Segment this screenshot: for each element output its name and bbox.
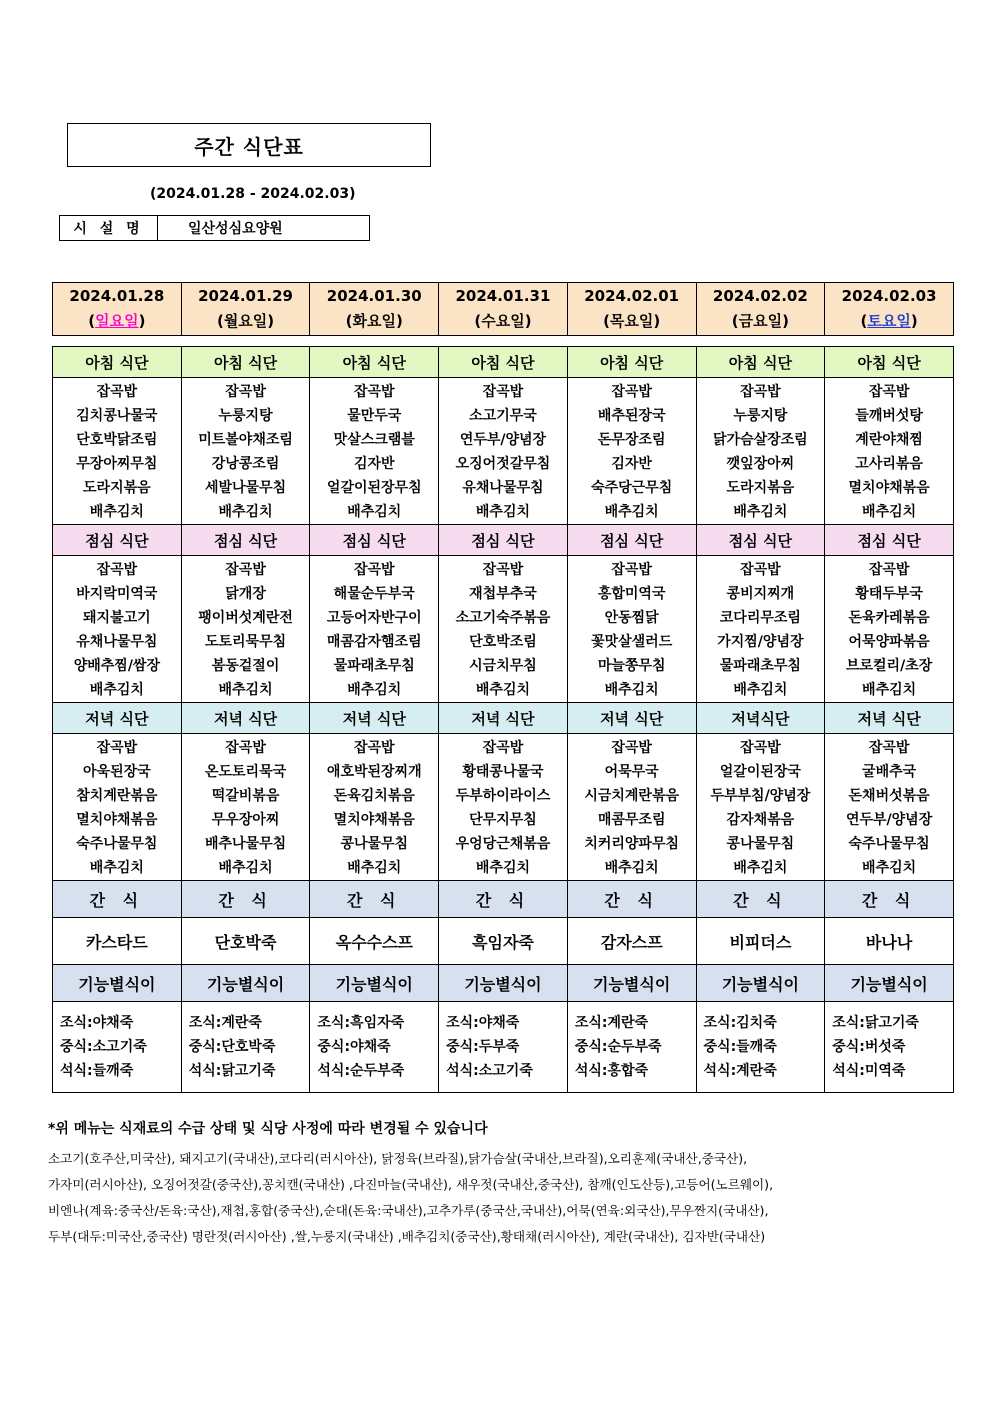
menu-item: 도토리묵무침 [204,634,287,650]
page-title: 주간 식단표 [67,123,431,167]
menu-item: 잡곡밥 [96,384,138,400]
menu-item: 닭개장 [225,586,266,602]
lunch-header: 점심 식단 [181,525,310,556]
lunch-menu-cell [310,556,439,703]
menu-item: 해물순두부국 [333,586,415,602]
menu-item: 배추김치 [89,504,144,520]
lunch-menu-cell [825,556,954,703]
day-date: 2024.02.01 [584,287,680,305]
menu-item: 물파래초무침 [333,658,415,674]
weekday-name: 일요일 [95,312,139,330]
lunch-menu-cell [439,556,568,703]
weekday-name: 토요일 [867,312,911,330]
weekday-name: 화요일 [352,312,396,330]
menu-item: 배추김치 [218,860,273,876]
snack-item: 흑임자죽 [439,918,568,965]
menu-item: 돼지불고기 [83,610,151,626]
dinner-header: 저녁 식단 [310,703,439,734]
weekday-name: 금요일 [738,312,783,330]
menu-item: 팽이버섯계란전 [198,610,293,626]
menu-item: 돈육카레볶음 [848,610,930,626]
menu-item: 감자채볶음 [726,812,795,828]
menu-item: 코다리무조림 [719,610,801,626]
menu-item: 잡곡밥 [353,740,395,756]
menu-item: 도라지볶음 [83,480,151,496]
functional-diet-item: 석식:닭고기죽 [188,1063,276,1079]
day-weekday: (토요일) [860,312,918,330]
menu-item: 배추김치 [347,860,402,876]
day-date: 2024.01.29 [198,287,293,305]
menu-item: 잡곡밥 [353,562,395,578]
menu-item: 잡곡밥 [225,384,266,400]
day-header [825,283,954,336]
functional-diet-header: 기능별식이 [53,965,182,1002]
breakfast-menu-cell [181,378,310,525]
facility-box [59,215,370,241]
facility-label: 시 설 명 [60,216,158,240]
menu-item: 배추김치 [862,860,917,876]
snack-header: 간 식 [181,881,310,918]
functional-diet-item: 조식:닭고기죽 [832,1015,919,1031]
menu-item: 어묵무국 [604,764,659,780]
weekday-name: 월요일 [223,312,268,330]
functional-diet-item: 조식:흑임자죽 [317,1015,405,1031]
menu-item: 물만두국 [347,408,402,424]
menu-item: 단무지무침 [469,812,537,828]
day-date: 2024.02.02 [712,287,808,305]
menu-item: 누룽지탕 [733,408,788,424]
facility-name: 일산성심요양원 [188,221,283,237]
day-header [567,283,696,336]
menu-item: 소고기숙주볶음 [455,610,551,626]
dinner-header: 저녁 식단 [181,703,310,734]
menu-item: 잡곡밥 [868,384,910,400]
menu-item: 소고기무국 [469,408,537,424]
dinner-menu-cell [439,734,568,881]
menu-item: 콩비지찌개 [726,586,795,602]
functional-diet-cell [181,1002,310,1093]
breakfast-header: 아침 식단 [310,347,439,378]
day-header [181,283,310,336]
menu-item: 잡곡밥 [225,562,266,578]
menu-item: 봄동겉절이 [211,658,280,674]
menu-item: 깻잎장아찌 [726,456,795,472]
snack-item: 감자스프 [567,918,696,965]
menu-item: 두부부침/양념장 [710,788,811,804]
menu-item: 애호박된장찌개 [326,764,422,780]
breakfast-menu-cell [439,378,568,525]
breakfast-header: 아침 식단 [181,347,310,378]
menu-item: 바지락미역국 [76,586,158,602]
menu-item: 가지찜/양념장 [717,634,804,650]
menu-item: 잡곡밥 [740,740,781,756]
menu-item: 배추김치 [862,504,917,520]
menu-item: 온도토리묵국 [204,764,287,780]
menu-item: 어묵양파볶음 [848,634,930,650]
functional-diet-header: 기능별식이 [181,965,310,1002]
menu-item: 미트볼야채조림 [198,432,293,448]
menu-item: 얼갈이된장국 [719,764,801,780]
day-header [439,283,568,336]
functional-diet-item: 중식:단호박죽 [188,1039,276,1055]
menu-item: 닭가슴살장조림 [713,432,808,448]
day-weekday: (목요일) [603,312,661,330]
menu-item: 멸치야채볶음 [848,480,930,496]
dinner-menu-cell [181,734,310,881]
functional-diet-item: 중식:들깨죽 [703,1039,777,1055]
snack-item: 비피더스 [696,918,825,965]
breakfast-menu-cell [825,378,954,525]
menu-item: 숙주나물무침 [76,836,158,852]
menu-item: 배추김치 [347,504,402,520]
functional-diet-header: 기능별식이 [696,965,825,1002]
menu-item: 오징어젓갈무침 [455,456,551,472]
menu-item: 배추김치 [218,682,273,698]
menu-item: 얼갈이된장무침 [326,480,422,496]
menu-item: 배추김치 [475,504,531,520]
menu-item: 배추된장국 [597,408,666,424]
functional-diet-item: 석식:미역죽 [832,1063,906,1079]
menu-item: 시금치계란볶음 [584,788,679,804]
snack-header: 간 식 [825,881,954,918]
menu-item: 두부하이라이스 [455,788,551,804]
menu-item: 양배추찜/쌈장 [73,658,160,674]
functional-diet-cell [439,1002,568,1093]
menu-item: 배추김치 [89,682,144,698]
menu-table [52,346,954,1093]
dinner-menu-cell [825,734,954,881]
menu-item: 배추김치 [604,860,659,876]
snack-item: 단호박죽 [181,918,310,965]
menu-item: 고사리볶음 [855,456,923,472]
menu-item: 고등어자반구이 [326,610,422,626]
menu-item: 잡곡밥 [96,562,138,578]
menu-item: 누룽지탕 [218,408,273,424]
menu-item: 배추김치 [733,682,788,698]
menu-item: 잡곡밥 [96,740,138,756]
lunch-menu-cell [567,556,696,703]
functional-diet-item: 석식:홍합죽 [574,1063,649,1079]
day-date: 2024.01.31 [455,287,551,305]
menu-item: 배추김치 [604,504,659,520]
menu-change-notice: *위 메뉴는 식재료의 수급 상태 및 식당 사정에 따라 변경될 수 있습니다 [48,1121,488,1137]
functional-diet-item: 조식:계란죽 [188,1015,262,1031]
day-date: 2024.01.28 [69,287,165,305]
menu-item: 시금치무침 [469,658,537,674]
day-weekday: (금요일) [731,312,789,330]
menu-item: 치커리양파무침 [584,836,679,852]
menu-item: 세발나물무침 [204,480,287,496]
functional-diet-item: 석식:계란죽 [703,1063,777,1079]
menu-item: 브로컬리/초장 [845,658,933,674]
menu-item: 참치계란볶음 [76,788,158,804]
dinner-header: 저녁식단 [696,703,825,734]
menu-item: 강낭콩조림 [211,456,280,472]
menu-item: 배추김치 [733,860,788,876]
menu-item: 콩나물무침 [340,836,409,852]
snack-item: 바나나 [825,918,954,965]
functional-diet-cell [567,1002,696,1093]
breakfast-header: 아침 식단 [567,347,696,378]
menu-item: 잡곡밥 [868,740,910,756]
dinner-header: 저녁 식단 [567,703,696,734]
menu-item: 멸치야채볶음 [333,812,415,828]
menu-item: 배추나물무침 [204,836,287,852]
functional-diet-header: 기능별식이 [310,965,439,1002]
menu-item: 멸치야채볶음 [76,812,158,828]
menu-item: 떡갈비볶음 [211,788,280,804]
menu-item: 유채나물무침 [462,480,544,496]
functional-diet-item: 조식:계란죽 [574,1015,649,1031]
dinner-menu-cell [53,734,182,881]
dinner-menu-cell [310,734,439,881]
menu-item: 황태두부국 [855,586,923,602]
breakfast-header: 아침 식단 [696,347,825,378]
menu-item: 배추김치 [347,682,402,698]
dinner-header: 저녁 식단 [53,703,182,734]
functional-diet-item: 석식:들깨죽 [60,1063,134,1079]
menu-item: 매콤감자햄조림 [326,634,422,650]
menu-item: 배추김치 [862,682,917,698]
menu-item: 무우장아찌 [211,812,280,828]
breakfast-header: 아침 식단 [825,347,954,378]
functional-diet-header: 기능별식이 [439,965,568,1002]
snack-header: 간 식 [696,881,825,918]
menu-item: 잡곡밥 [482,740,524,756]
lunch-header: 점심 식단 [825,525,954,556]
lunch-menu-cell [53,556,182,703]
lunch-menu-cell [181,556,310,703]
breakfast-menu-cell [310,378,439,525]
menu-item: 김자반 [353,456,395,472]
menu-item: 배추김치 [218,504,273,520]
breakfast-header: 아침 식단 [53,347,182,378]
date-range: (2024.01.28 - 2024.02.03) [150,186,356,202]
menu-item: 배추김치 [604,682,659,698]
breakfast-menu-cell [567,378,696,525]
menu-item: 잡곡밥 [740,562,781,578]
menu-item: 황태콩나물국 [462,764,544,780]
menu-item: 연두부/양념장 [845,812,933,828]
functional-diet-item: 중식:버섯죽 [832,1039,906,1055]
menu-item: 배추김치 [475,860,531,876]
lunch-menu-cell [696,556,825,703]
menu-item: 김치콩나물국 [76,408,158,424]
functional-diet-cell [825,1002,954,1093]
day-weekday: (수요일) [474,312,532,330]
menu-item: 마늘쫑무침 [597,658,666,674]
functional-diet-header: 기능별식이 [825,965,954,1002]
menu-item: 돈무장조림 [597,432,666,448]
menu-item: 꽃맛살샐러드 [591,634,673,650]
menu-item: 잡곡밥 [740,384,781,400]
dinner-header: 저녁 식단 [439,703,568,734]
functional-diet-item: 중식:소고기죽 [60,1039,147,1055]
menu-item: 무장아찌무침 [76,456,158,472]
functional-diet-header: 기능별식이 [567,965,696,1002]
menu-item: 들깨버섯탕 [855,408,923,424]
weekday-name: 목요일 [609,312,654,330]
weekday-name: 수요일 [481,312,525,330]
menu-item: 잡곡밥 [611,740,652,756]
origin-line: 소고기(호주산,미국산), 돼지고기(국내산),코다리(러시아산), 닭정육(브라질),닭가슴살(국내산,브라질),오리훈제(국내산,중국산), [48,1151,748,1166]
menu-item: 맛살스크램블 [333,432,415,448]
functional-diet-item: 조식:야채죽 [446,1015,520,1031]
menu-item: 홍합미역국 [597,586,666,602]
snack-item: 옥수수스프 [310,918,439,965]
menu-item: 돈채버섯볶음 [848,788,930,804]
lunch-header: 점심 식단 [696,525,825,556]
date-header-table [52,282,954,336]
day-header [53,283,182,336]
menu-item: 잡곡밥 [868,562,910,578]
menu-item: 계란야채찜 [855,432,923,448]
origin-line: 가자미(러시아산), 오징어젓갈(중국산),꽁치캔(국내산) ,다진마늘(국내산), 새우젓(국내산,중국산), 참깨(인도산등),고등어(노르웨이), [48,1177,774,1192]
breakfast-menu-cell [53,378,182,525]
menu-item: 도라지볶음 [726,480,795,496]
menu-item: 잡곡밥 [611,562,652,578]
menu-item: 연두부/양념장 [459,432,547,448]
menu-item: 단호박닭조림 [76,432,158,448]
snack-header: 간 식 [310,881,439,918]
dinner-menu-cell [696,734,825,881]
menu-item: 잡곡밥 [611,384,652,400]
lunch-header: 점심 식단 [310,525,439,556]
snack-header: 간 식 [567,881,696,918]
origin-line: 두부(대두:미국산,중국산) 명란젓(러시아산) ,쌀,누룽지(국내산) ,배추김치(중국산),황태채(러시아산), 계란(국내산), 김자반(국내산) [48,1229,766,1244]
menu-item: 숙주나물무침 [848,836,930,852]
day-date: 2024.02.03 [841,287,937,305]
functional-diet-item: 중식:순두부죽 [574,1039,662,1055]
menu-item: 잡곡밥 [482,384,524,400]
day-header [310,283,439,336]
day-header [696,283,825,336]
menu-item: 잡곡밥 [225,740,266,756]
snack-header: 간 식 [439,881,568,918]
menu-item: 우엉당근채볶음 [455,836,551,852]
menu-item: 물파래초무침 [719,658,801,674]
origin-line: 비엔나(계육:중국산/돈육:국산),재첩,홍합(중국산),순대(돈육:국내산),고추가루(중국산,국내산),어묵(연육:외국산),무우짠지(국내산), [48,1203,769,1218]
menu-item: 배추김치 [89,860,144,876]
lunch-header: 점심 식단 [439,525,568,556]
menu-item: 유채나물무침 [76,634,158,650]
dinner-header: 저녁 식단 [825,703,954,734]
menu-item: 콩나물무침 [726,836,795,852]
day-weekday: (월요일) [216,312,275,330]
menu-item: 단호박조림 [469,634,537,650]
functional-diet-item: 중식:야채죽 [317,1039,391,1055]
functional-diet-item: 석식:소고기죽 [446,1063,533,1079]
day-date: 2024.01.30 [326,287,422,305]
snack-item: 카스타드 [53,918,182,965]
functional-diet-cell [310,1002,439,1093]
functional-diet-item: 조식:야채죽 [60,1015,134,1031]
day-weekday: (화요일) [345,312,403,330]
menu-item: 아욱된장국 [83,764,151,780]
menu-item: 재첩부추국 [469,586,537,602]
lunch-header: 점심 식단 [567,525,696,556]
functional-diet-cell [53,1002,182,1093]
functional-diet-item: 중식:두부죽 [446,1039,520,1055]
lunch-header: 점심 식단 [53,525,182,556]
day-weekday: (일요일) [88,312,146,330]
menu-item: 안동찜닭 [604,610,659,626]
functional-diet-item: 석식:순두부죽 [317,1063,405,1079]
menu-item: 굴배추국 [862,764,917,780]
functional-diet-item: 조식:김치죽 [703,1015,777,1031]
menu-item: 잡곡밥 [353,384,395,400]
snack-header: 간 식 [53,881,182,918]
menu-item: 배추김치 [475,682,531,698]
menu-item: 돈육김치볶음 [333,788,415,804]
breakfast-menu-cell [696,378,825,525]
breakfast-header: 아침 식단 [439,347,568,378]
menu-item: 잡곡밥 [482,562,524,578]
menu-item: 숙주당근무침 [591,480,673,496]
menu-item: 김자반 [611,456,652,472]
menu-item: 매콤무조림 [597,812,666,828]
menu-item: 배추김치 [733,504,788,520]
dinner-menu-cell [567,734,696,881]
functional-diet-cell [696,1002,825,1093]
